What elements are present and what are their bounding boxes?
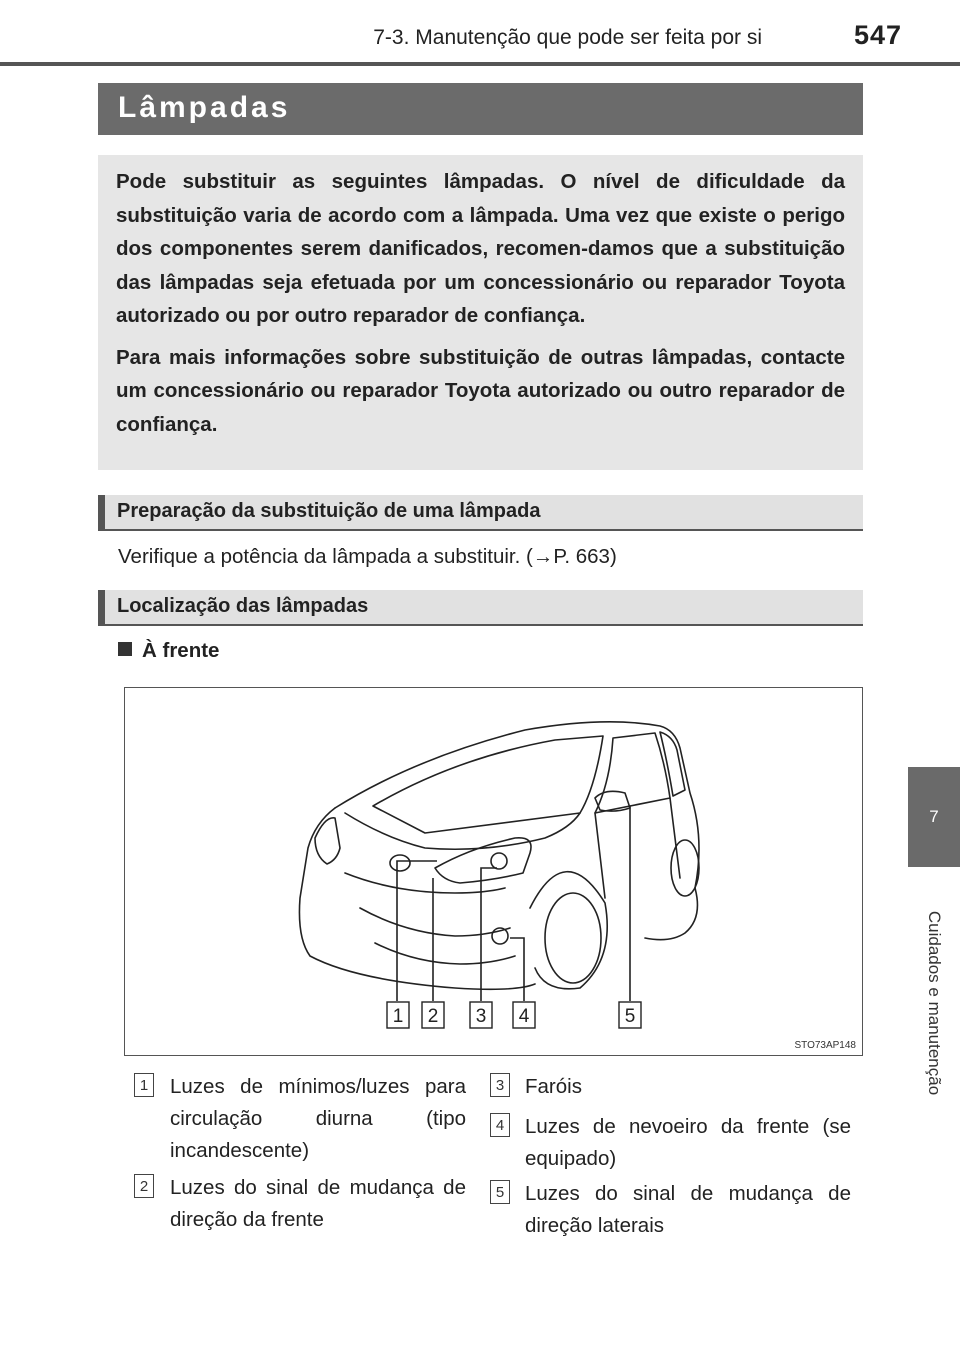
legend-text-2: Luzes do sinal de mudança de direção da frente [170, 1176, 466, 1231]
legend-text-5: Luzes do sinal de mudança de direção laterais [525, 1182, 851, 1237]
callout-label-1: 1 [392, 1006, 404, 1027]
legend-text-4: Luzes de nevoeiro da frente (se equipado) [525, 1115, 851, 1170]
car-drawing [125, 688, 862, 1055]
grille-lower [375, 943, 515, 964]
front-wheel [545, 893, 601, 983]
hood-line [345, 813, 580, 849]
legend-number-4: 4 [490, 1113, 510, 1137]
windshield [373, 736, 603, 833]
callout-label-5: 5 [624, 1006, 636, 1027]
intro-paragraph-2: Para mais informações sobre substituição de outras lâmpadas, contacte um concessionário ou reparador Toyota autorizado ou outro reparador de confiança. [116, 345, 845, 436]
section-heading-text: Preparação da substituição de uma lâmpada [117, 500, 541, 522]
rear-wheel [671, 840, 699, 896]
subheading-front [118, 639, 219, 663]
preparation-text: Verifique a potência da lâmpada a substituir. (→P. 663) [118, 545, 617, 568]
car-illustration [124, 687, 863, 1056]
legend-number-1: 1 [134, 1073, 154, 1097]
chapter-label: Cuidados e manutenção [925, 910, 944, 1096]
section-heading-preparation [98, 495, 863, 531]
chapter-tab [908, 767, 960, 867]
section-heading-text: Localização das lâmpadas [117, 595, 369, 617]
legend-number-2: 2 [134, 1174, 154, 1198]
grille-upper [360, 908, 510, 936]
front-side-window [595, 733, 670, 813]
callout-label-4: 4 [518, 1006, 530, 1027]
page-title: Lâmpadas [118, 91, 291, 124]
headlight-lens [491, 853, 507, 869]
callout-label-2: 2 [427, 1006, 439, 1027]
running-header: 7-3. Manutenção que pode ser feita por si [373, 26, 762, 49]
legend-text-1: Luzes de mínimos/luzes para circulação diurna (tipo incandescente) [170, 1075, 466, 1162]
front-wheel-arch [530, 872, 607, 989]
square-bullet-icon [118, 642, 132, 656]
door-lines [595, 798, 680, 898]
section-heading-location [98, 590, 863, 626]
callout-label-3: 3 [475, 1006, 487, 1027]
legend-number-3: 3 [490, 1073, 510, 1097]
figure-code: STO73AP148 [794, 1040, 856, 1051]
header-divider [0, 62, 960, 66]
subheading-text: À frente [142, 639, 220, 662]
page-number: 547 [853, 20, 902, 50]
legend-text-3: Faróis [525, 1075, 582, 1098]
intro-paragraph-1: Pode substituir as seguintes lâmpadas. O nível de dificuldade da substituição varia de acordo com a lâmpada. Uma vez que existe o perigo dos componentes serem danificados, recomen-damos que a substituição das lâmpadas seja efetuada por um concessionário ou reparador Toyota autorizado ou por outro reparador de confiança. [116, 170, 845, 327]
emblem [390, 855, 410, 871]
callout-line-4 [510, 938, 524, 1001]
chapter-number: 7 [929, 807, 939, 826]
legend-number-5: 5 [490, 1180, 510, 1204]
page-title-bar [98, 83, 863, 135]
intro-box [98, 155, 863, 470]
car-side-outline [645, 888, 697, 940]
car-front-outline [299, 808, 535, 989]
